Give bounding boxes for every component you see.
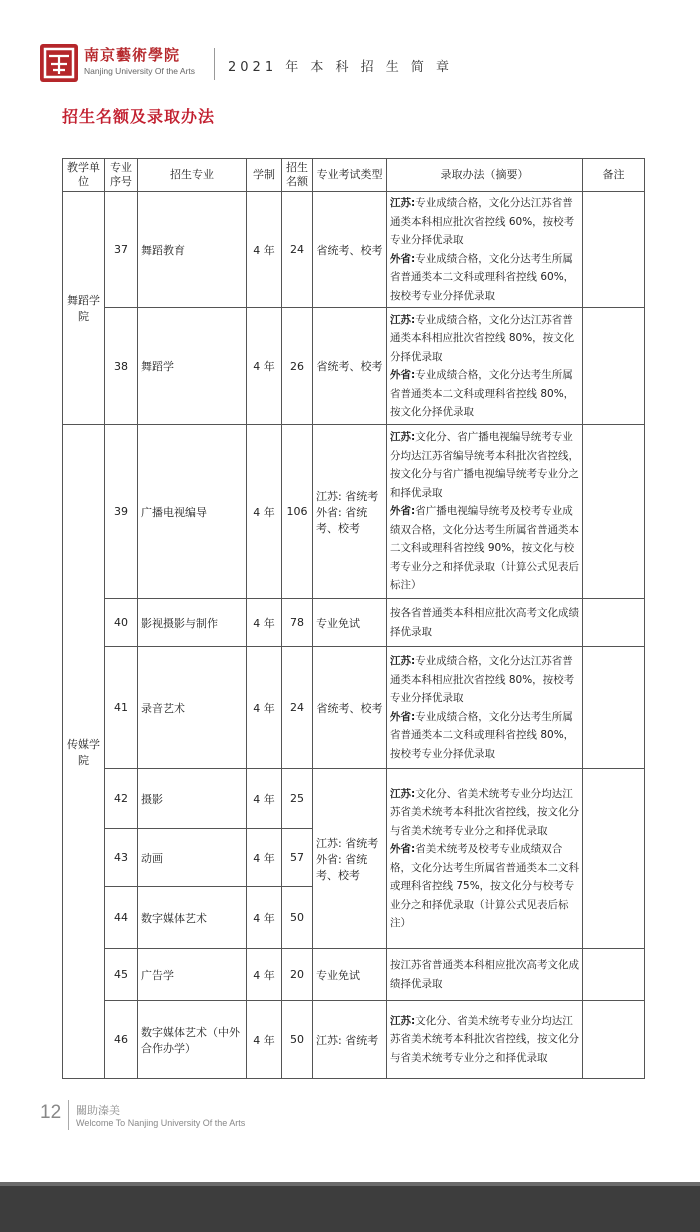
rule-region-label: 江苏: xyxy=(390,197,416,209)
major-cell: 录音艺术 xyxy=(138,647,247,769)
seq-cell: 40 xyxy=(105,599,138,647)
rule-region-label: 外省: xyxy=(390,843,416,855)
note-cell xyxy=(583,599,645,647)
unit-cell: 传媒学院 xyxy=(63,425,105,1079)
rule-text: 省广播电视编导统考及校考专业成绩双合格，文化分达考生所属省普通类本二文科或理科省控线 90%，按文化与校考专业分之和择优录取（计算公式见表后标注） xyxy=(390,505,579,592)
rule-text: 文化分、省美术统考专业分均达江苏省美术统考本科批次省控线，按文化分与省美术统考专业分之和择优录取 xyxy=(390,787,579,837)
seq-cell: 42 xyxy=(105,769,138,829)
table-row xyxy=(63,308,645,425)
footer-english-text: Welcome To Nanjing University Of the Arts xyxy=(76,1118,246,1128)
exam-cell: 省统考、校考 xyxy=(313,192,387,308)
duration-cell: 4 年 xyxy=(247,192,282,308)
rule-text: 专业成绩合格，文化分达江苏省普通类本科相应批次省控线 60%，按校考专业分择优录取 xyxy=(390,197,575,246)
university-seal-logo xyxy=(40,44,78,82)
rule-text: 专业成绩合格，文化分达考生所属省普通类本二文科或理科省控线 80%，按文化分择优录取 xyxy=(390,369,575,418)
rule-text: 按江苏省普通类本科相应批次高考文化成绩择优录取 xyxy=(390,959,579,990)
method-cell xyxy=(387,599,583,647)
quota-cell: 20 xyxy=(282,949,313,1001)
method-cell xyxy=(387,425,583,599)
rule-region-label: 外省: xyxy=(390,710,416,723)
rule-text: 省美术统考及校考专业成绩双合格，文化分达考生所属省普通类本二文科或理科省控线 75%，按文化分与校考专业分之和择优录取（计算公式见表后标注） xyxy=(390,843,579,929)
rule-text: 文化分、省广播电视编导统考专业分均达江苏省编导统考本科批次省控线，按文化分与省广播电视编导统考专业分之和择优录取 xyxy=(390,431,579,499)
major-cell: 舞蹈教育 xyxy=(138,192,247,308)
header-duration: 学制 xyxy=(247,159,282,192)
note-cell xyxy=(583,769,645,949)
quota-cell: 106 xyxy=(282,425,313,599)
seq-cell: 39 xyxy=(105,425,138,599)
duration-cell: 4 年 xyxy=(247,599,282,647)
seq-cell: 41 xyxy=(105,647,138,769)
header-note: 备注 xyxy=(583,159,645,192)
header-divider xyxy=(214,48,215,80)
bottom-bar xyxy=(0,1182,700,1232)
header-quota: 招生名额 xyxy=(282,159,313,192)
quota-cell: 50 xyxy=(282,1001,313,1079)
rule-text: 按各省普通类本科相应批次高考文化成绩择优录取 xyxy=(390,607,579,638)
rule-region-label: 江苏: xyxy=(390,787,416,800)
section-title: 招生名额及录取办法 xyxy=(62,107,216,126)
note-cell xyxy=(583,192,645,308)
header-method: 录取办法（摘要） xyxy=(387,159,583,192)
footer-chinese-text: 關助溱美 xyxy=(76,1104,120,1117)
header-seq: 专业序号 xyxy=(105,159,138,192)
major-cell: 动画 xyxy=(138,829,247,887)
table-row xyxy=(63,192,645,308)
logo-chinese-name: 南京藝術學院 xyxy=(84,46,181,64)
quota-cell: 78 xyxy=(282,599,313,647)
quota-cell: 50 xyxy=(282,887,313,949)
duration-cell: 4 年 xyxy=(247,425,282,599)
method-cell xyxy=(387,308,583,425)
major-cell: 广播电视编导 xyxy=(138,425,247,599)
seq-cell: 45 xyxy=(105,949,138,1001)
seq-cell: 44 xyxy=(105,887,138,949)
rule-region-label: 江苏: xyxy=(390,655,416,667)
duration-cell: 4 年 xyxy=(247,829,282,887)
rule-region-label: 外省: xyxy=(390,369,416,381)
duration-cell: 4 年 xyxy=(247,647,282,769)
table-header-row xyxy=(63,159,645,192)
method-cell xyxy=(387,1001,583,1079)
rule-text: 专业成绩合格，文化分达江苏省普通类本科相应批次省控线 80%，按文化分择优录取 xyxy=(390,313,575,363)
table-row xyxy=(63,647,645,769)
unit-cell: 舞蹈学院 xyxy=(63,192,105,425)
quota-cell: 25 xyxy=(282,769,313,829)
duration-cell: 4 年 xyxy=(247,949,282,1001)
admission-table xyxy=(62,158,645,1079)
major-cell: 影视摄影与制作 xyxy=(138,599,247,647)
page-number: 12 xyxy=(40,1102,62,1123)
method-cell xyxy=(387,949,583,1001)
rule-text: 专业成绩合格，文化分达考生所属省普通类本二文科或理科省控线 60%，按校考专业分择优录取 xyxy=(390,252,575,302)
rule-region-label: 江苏: xyxy=(390,1014,416,1027)
quota-cell: 57 xyxy=(282,829,313,887)
footer-divider xyxy=(68,1100,69,1130)
exam-cell: 江苏: 省统考外省: 省统考、校考 xyxy=(313,425,387,599)
quota-cell: 26 xyxy=(282,308,313,425)
rule-region-label: 江苏: xyxy=(390,431,416,444)
seq-cell: 43 xyxy=(105,829,138,887)
rule-region-label: 外省: xyxy=(390,252,416,265)
page-header xyxy=(0,0,700,100)
quota-cell: 24 xyxy=(282,192,313,308)
major-cell: 数字媒体艺术 xyxy=(138,887,247,949)
table-row xyxy=(63,949,645,1001)
duration-cell: 4 年 xyxy=(247,769,282,829)
major-cell: 舞蹈学 xyxy=(138,308,247,425)
method-cell xyxy=(387,192,583,308)
header-major: 招生专业 xyxy=(138,159,247,192)
rule-text: 专业成绩合格，文化分达考生所属省普通类本二文科或理科省控线 80%，按校考专业分择优录取 xyxy=(390,710,575,760)
duration-cell: 4 年 xyxy=(247,308,282,425)
exam-cell: 江苏: 省统考外省: 省统考、校考 xyxy=(313,769,387,949)
seq-cell: 46 xyxy=(105,1001,138,1079)
note-cell xyxy=(583,308,645,425)
exam-cell: 专业免试 xyxy=(313,949,387,1001)
duration-cell: 4 年 xyxy=(247,887,282,949)
rule-text: 专业成绩合格，文化分达江苏省普通类本科相应批次省控线 80%，按校考专业分择优录取 xyxy=(390,655,575,704)
table-row xyxy=(63,599,645,647)
note-cell xyxy=(583,949,645,1001)
major-cell: 广告学 xyxy=(138,949,247,1001)
exam-cell: 专业免试 xyxy=(313,599,387,647)
rule-region-label: 外省: xyxy=(390,505,416,518)
major-cell: 摄影 xyxy=(138,769,247,829)
table-row xyxy=(63,769,645,829)
exam-cell: 江苏: 省统考 xyxy=(313,1001,387,1079)
table-row xyxy=(63,425,645,599)
major-cell: 数字媒体艺术（中外合作办学） xyxy=(138,1001,247,1079)
seq-cell: 38 xyxy=(105,308,138,425)
bottom-bar-highlight xyxy=(0,1182,700,1186)
header-title: 2021 年 本 科 招 生 简 章 xyxy=(228,60,454,75)
note-cell xyxy=(583,1001,645,1079)
note-cell xyxy=(583,647,645,769)
exam-cell: 省统考、校考 xyxy=(313,308,387,425)
table-row xyxy=(63,1001,645,1079)
note-cell xyxy=(583,425,645,599)
duration-cell: 4 年 xyxy=(247,1001,282,1079)
exam-cell: 省统考、校考 xyxy=(313,647,387,769)
method-cell xyxy=(387,769,583,949)
method-cell xyxy=(387,647,583,769)
logo-english-name: Nanjing University Of the Arts xyxy=(84,66,196,76)
rule-text: 文化分、省美术统考专业分均达江苏省美术统考本科批次省控线，按文化分与省美术统考专业分之和择优录取 xyxy=(390,1014,579,1064)
header-unit: 教学单位 xyxy=(63,159,105,192)
quota-cell: 24 xyxy=(282,647,313,769)
seq-cell: 37 xyxy=(105,192,138,308)
header-exam: 专业考试类型 xyxy=(313,159,387,192)
rule-region-label: 江苏: xyxy=(390,313,416,326)
